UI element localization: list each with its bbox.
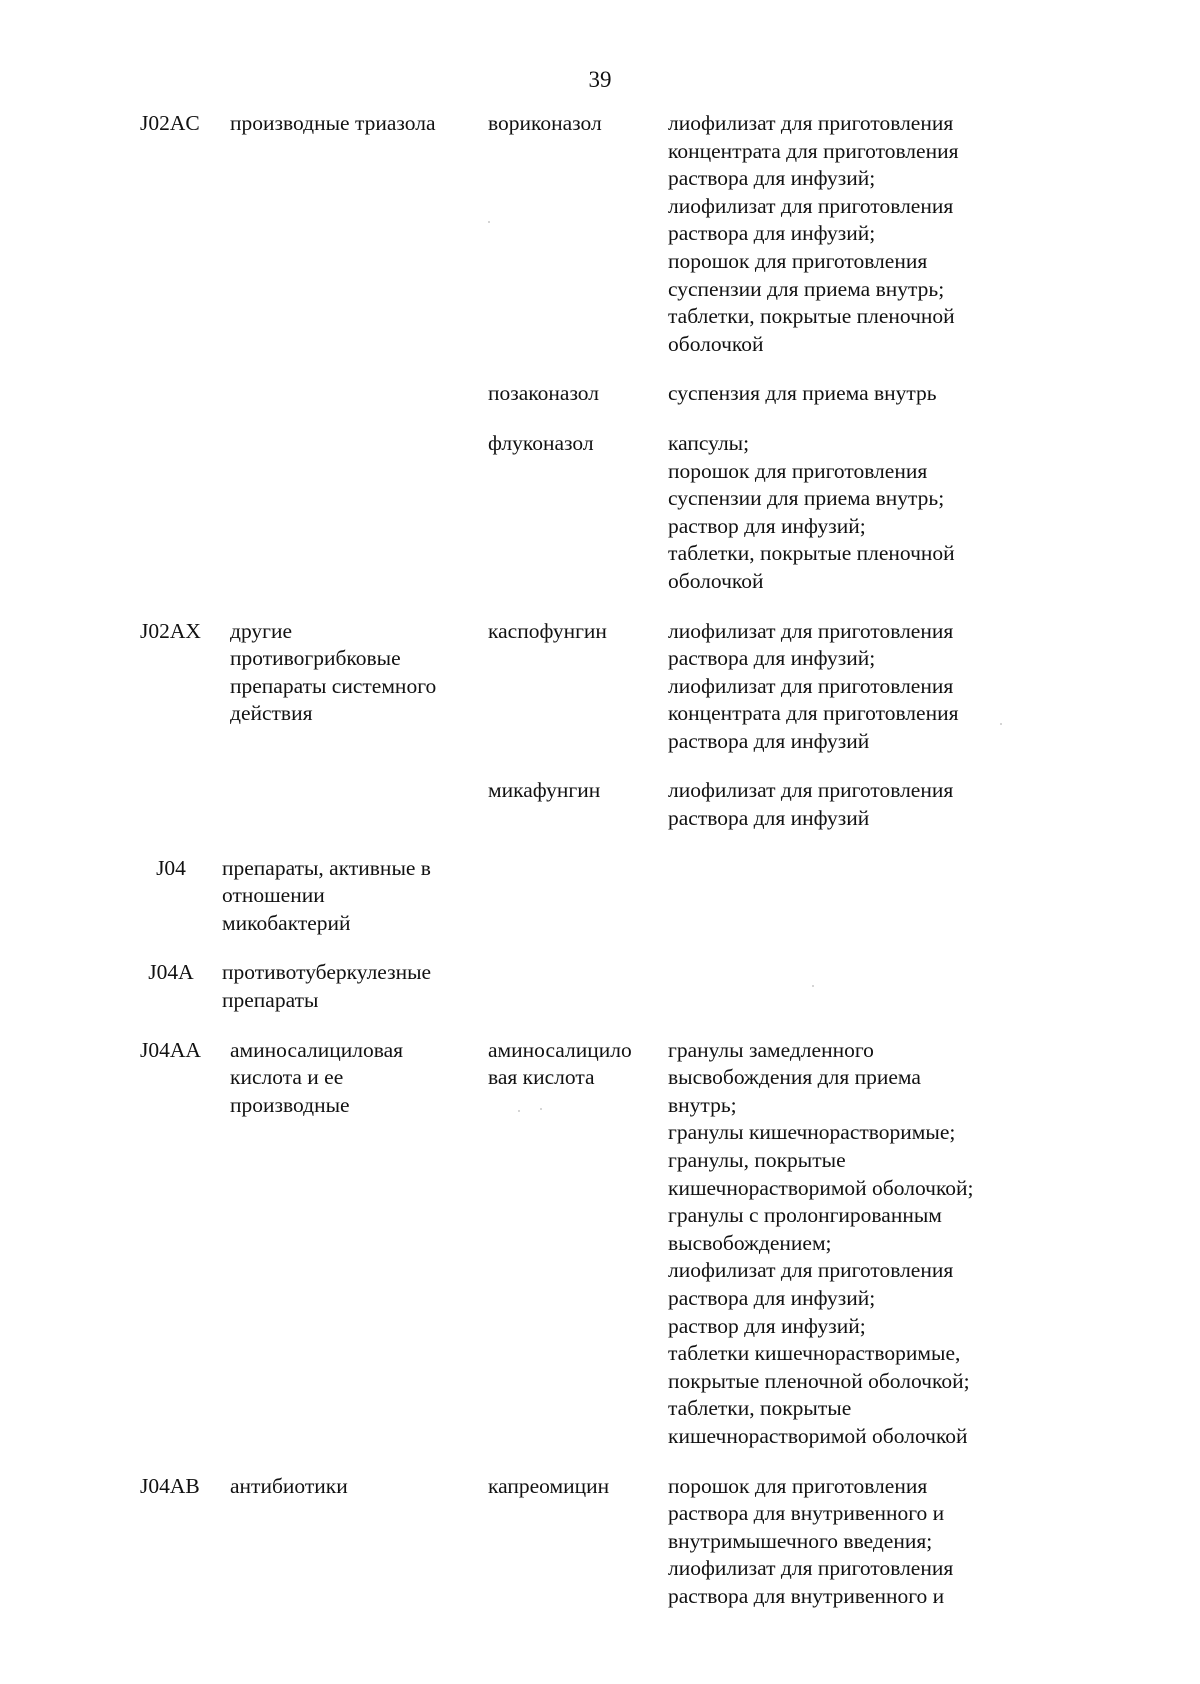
dosage-forms: лиофилизат для приготовления раствора для инфузий	[668, 778, 954, 831]
scan-speck	[812, 985, 814, 987]
table-row	[0, 380, 1200, 408]
atc-code: J04AA	[140, 1037, 201, 1062]
atc-group-name: аминосалициловая кислота и ее производные	[230, 1037, 404, 1117]
dosage-forms: суспензия для приема внутрь	[668, 381, 937, 406]
table-row	[0, 430, 1200, 596]
drug-table	[0, 110, 1200, 1611]
dosage-forms: лиофилизат для приготовления раствора для инфузий; лиофилизат для приготовления концентрата для приготовления раствора для инфузий	[668, 618, 959, 753]
drug-name: каспофунгин	[488, 618, 607, 643]
table-row	[0, 855, 1200, 938]
atc-group-name	[218, 380, 488, 408]
page-number: 39	[588, 67, 612, 92]
table-row	[0, 1473, 1200, 1611]
dosage-forms	[660, 855, 1040, 938]
drug-name: позаконазол	[488, 381, 600, 406]
scan-speck	[1000, 723, 1002, 725]
dosage-forms: гранулы замедленного высвобождения для приема внутрь; гранулы кишечнорастворимые; гранулы, покрытые кишечнорастворимой оболочкой; гранулы с пролонгированным высвобождением; лиофилизат для приготовления раствора для инфузий; раствор для инфузий; таблетки кишечнорастворимые, покрытые пленочной оболочкой; таблетки, покрытые кишечнорастворимой оболочкой	[668, 1037, 974, 1448]
atc-group-name: другие противогрибковые препараты системного действия	[230, 618, 437, 726]
atc-group-name	[218, 430, 488, 596]
table-row	[0, 777, 1200, 832]
atc-group-name: производные триазола	[230, 111, 436, 135]
table-row	[0, 1037, 1200, 1451]
scan-speck	[488, 221, 490, 223]
atc-code: J04AB	[140, 1473, 200, 1498]
drug-name	[480, 959, 660, 1014]
atc-code: J02AX	[140, 618, 201, 643]
drug-name: микафунгин	[488, 778, 601, 803]
table-row	[0, 618, 1200, 756]
drug-name: вориконазол	[488, 111, 602, 135]
atc-code	[0, 777, 218, 832]
table-row	[0, 110, 1200, 358]
atc-group-name: противотуберкулезные препараты	[222, 960, 432, 1013]
drug-name	[480, 855, 660, 938]
drug-name: флуконазол	[488, 430, 594, 455]
atc-group-name: антибиотики	[230, 1473, 348, 1498]
atc-code	[0, 380, 218, 408]
atc-group-name	[218, 777, 488, 832]
dosage-forms	[660, 959, 1040, 1014]
drug-name: капреомицин	[488, 1473, 610, 1498]
drug-name: аминосалицило вая кислота	[488, 1037, 632, 1090]
table-row	[0, 959, 1200, 1014]
atc-code	[0, 430, 218, 596]
atc-code: J02AC	[140, 111, 200, 135]
scan-speck	[518, 1110, 520, 1112]
dosage-forms: порошок для приготовления раствора для внутривенного и внутримышечного введения; лиофилизат для приготовления раствора для внутривенного и	[668, 1473, 954, 1608]
dosage-forms: лиофилизат для приготовления концентрата для приготовления раствора для инфузий; лиофилизат для приготовления раствора для инфузий; порошок для приготовления суспензии для приема внутрь; таблетки, покрытые пленочной оболочкой	[668, 111, 959, 356]
dosage-forms: капсулы; порошок для приготовления суспензии для приема внутрь; раствор для инфузий; таблетки, покрытые пленочной оболочкой	[668, 430, 955, 593]
atc-code: J04A	[148, 960, 194, 985]
scan-speck	[540, 1108, 542, 1110]
atc-group-name: препараты, активные в отношении микобактерий	[222, 855, 431, 935]
atc-code: J04	[156, 855, 186, 880]
